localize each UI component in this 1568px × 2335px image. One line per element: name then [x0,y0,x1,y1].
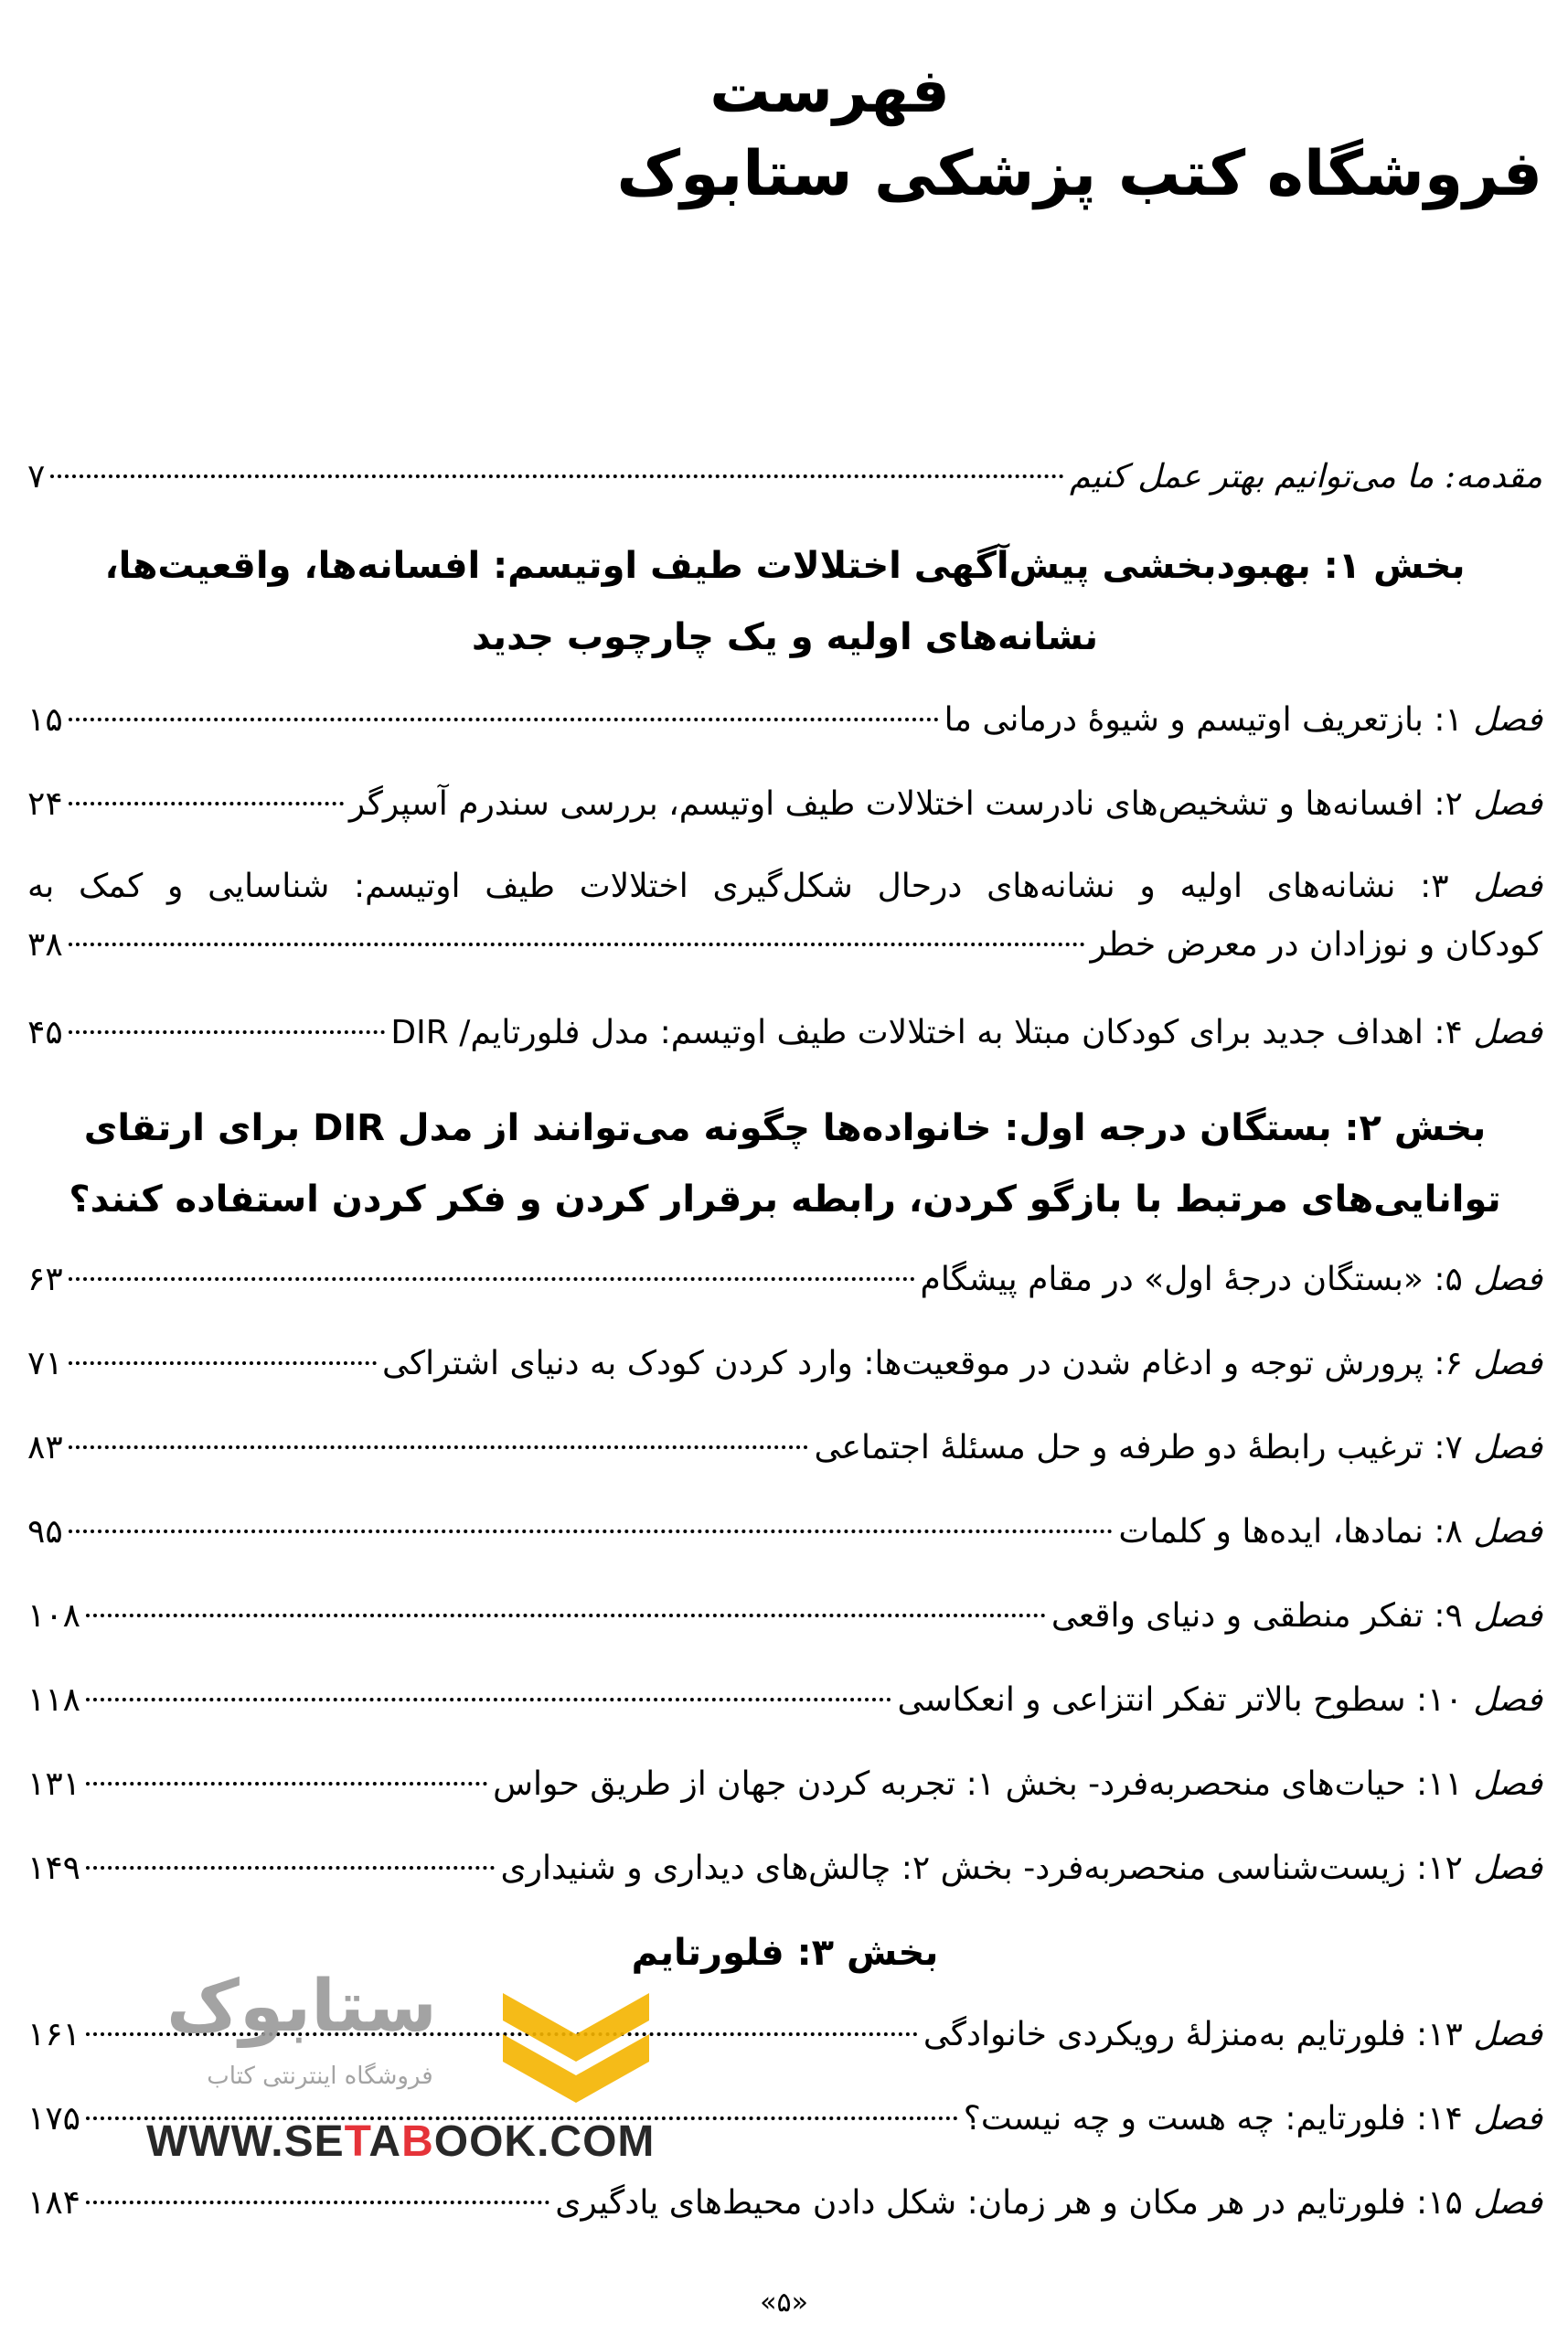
toc-label: فصل ۸: نمادها، ایده‌ها و کلمات [1118,1513,1542,1551]
toc-page-number: ۳۸ [27,926,63,964]
dot-leader [86,1866,495,1870]
watermark-subtitle: فروشگاه اینترنتی کتاب [207,2063,433,2090]
part-3-heading: بخش ۳: فلورتایم [631,1932,939,1974]
dot-leader [86,1614,1046,1617]
dot-leader [86,1782,487,1786]
dot-leader [69,802,344,805]
toc-entry-chapter-15[interactable] [27,2176,1542,2231]
book-logo-icon [494,1984,658,2112]
toc-page-number: ۱۰۸ [27,1597,81,1635]
toc-label: فصل ۲: افسانه‌ها و تشخیص‌های نادرست اختلالات طیف اوتیسم، بررسی سندرم آسپرگر [348,785,1542,823]
toc-page-number: ۷ [27,458,46,496]
toc-entry-chapter-3[interactable] [27,858,1542,976]
dot-leader [69,1530,1114,1533]
toc-entry-chapter-10[interactable] [27,1673,1542,1728]
toc-entry-intro[interactable] [27,450,1542,505]
toc-page-number: ۹۵ [27,1513,63,1551]
toc-entry-chapter-12[interactable] [27,1841,1542,1896]
toc-entry-chapter-1[interactable] [27,693,1542,748]
toc-page-number: ۲۴ [27,785,63,823]
toc-label: فصل ۱۰: سطوح بالاتر تفکر انتزاعی و انعکاسی [897,1681,1542,1719]
page-number: «۵» [760,2287,808,2319]
page-title: فهرست [709,56,950,126]
toc-label: فصل ۱۲: زیست‌شناسی منحصربه‌فرد- بخش ۲: چالش‌های دیداری و شنیداری [500,1850,1542,1887]
toc-label: فصل ۹: تفکر منطقی و دنیای واقعی [1051,1597,1542,1635]
toc-label: فصل ۱۵: فلورتایم در هر مکان و هر زمان: شکل دادن محیط‌های یادگیری [555,2184,1542,2222]
watermark-url: WWW.SETABOOK.COM [146,2117,656,2166]
toc-entry-chapter-4[interactable] [27,1006,1542,1061]
toc-entry-chapter-5[interactable] [27,1253,1542,1307]
store-name: فروشگاه کتب پزشکی ستابوک [616,138,1542,210]
toc-label: مقدمه: ما می‌توانیم بهتر عمل کنیم [1069,458,1542,496]
dot-leader [69,1277,915,1281]
dot-leader [86,1698,891,1701]
dot-leader [69,1030,386,1034]
watermark-logo-text: ستابوک [166,1966,437,2048]
setabook-watermark [128,1966,686,2166]
toc-label: فصل ۱۴: فلورتایم: چه هست و چه نیست؟ [963,2100,1542,2138]
toc-page-number: ۱۸۴ [27,2184,81,2222]
toc-page-number: ۱۶۱ [27,2016,81,2053]
toc-entry-chapter-11[interactable] [27,1757,1542,1812]
toc-entry-chapter-7[interactable] [27,1421,1542,1476]
toc-label: فصل ۱: بازتعریف اوتیسم و شیوهٔ درمانی ما [944,701,1542,739]
dot-leader [69,1361,377,1365]
toc-entry-chapter-8[interactable] [27,1505,1542,1560]
toc-label-line-2: کودکان و نوزادان در معرض خطر [1090,926,1542,964]
toc-label: فصل ۶: پرورش توجه و ادغام شدن در موقعیت‌ها: وارد کردن کودک به دنیای اشتراکی [381,1345,1542,1382]
dot-leader [50,474,1064,478]
toc-label: فصل ۵: «بستگان درجهٔ اول» در مقام پیشگام [920,1261,1542,1298]
part-2-heading: بخش ۲: بستگان درجه اول: خانواده‌ها چگونه می‌توانند از مدل DIR برای ارتقای توانایی‌های مرتبط با بازگو کردن، رابطه برقرار کردن و فکر کردن استفاده کنند؟ [69,1107,1501,1221]
toc-label: فصل ۱۱: حیات‌های منحصربه‌فرد- بخش ۱: تجربه کردن جهان از طریق حواس [493,1765,1542,1803]
toc-entry-chapter-9[interactable] [27,1589,1542,1644]
toc-label: فصل ۷: ترغیب رابطهٔ دو طرفه و حل مسئلهٔ اجتماعی [814,1429,1542,1466]
dot-leader [86,2201,549,2204]
toc-page-number: ۱۳۱ [27,1765,81,1803]
toc-page-number: ۸۳ [27,1429,63,1466]
dot-leader [69,943,1085,946]
toc-label: فصل ۴: اهداف جدید برای کودکان مبتلا به اختلالات طیف اوتیسم: مدل فلورتایم/ DIR [390,1014,1542,1051]
toc-page-number: ۶۳ [27,1261,63,1298]
dot-leader [69,1445,809,1449]
dot-leader [69,718,939,721]
part-1-heading: بخش ۱: بهبودبخشی پیش‌آگهی اختلالات طیف اوتیسم: افسانه‌ها، واقعیت‌ها، نشانه‌های اولیه و یک چارچوب جدید [104,545,1466,658]
toc-label: فصل ۱۳: فلورتایم به‌منزلهٔ رویکردی خانوادگی [923,2016,1542,2053]
toc-label-line-1: فصل ۳: نشانه‌های اولیه و نشانه‌های درحال شکل‌گیری اختلالات طیف اوتیسم: شناسایی و کمک به [27,868,1543,905]
toc-page-number: ۷۱ [27,1345,63,1382]
toc-page-number: ۱۵ [27,701,63,739]
toc-page-number: ۱۷۵ [27,2100,81,2138]
toc-entry-chapter-6[interactable] [27,1337,1542,1391]
toc-page-number: ۴۵ [27,1014,63,1051]
toc-entry-chapter-2[interactable] [27,777,1542,832]
toc-page-number: ۱۴۹ [27,1850,81,1887]
toc-page-number: ۱۱۸ [27,1681,81,1719]
